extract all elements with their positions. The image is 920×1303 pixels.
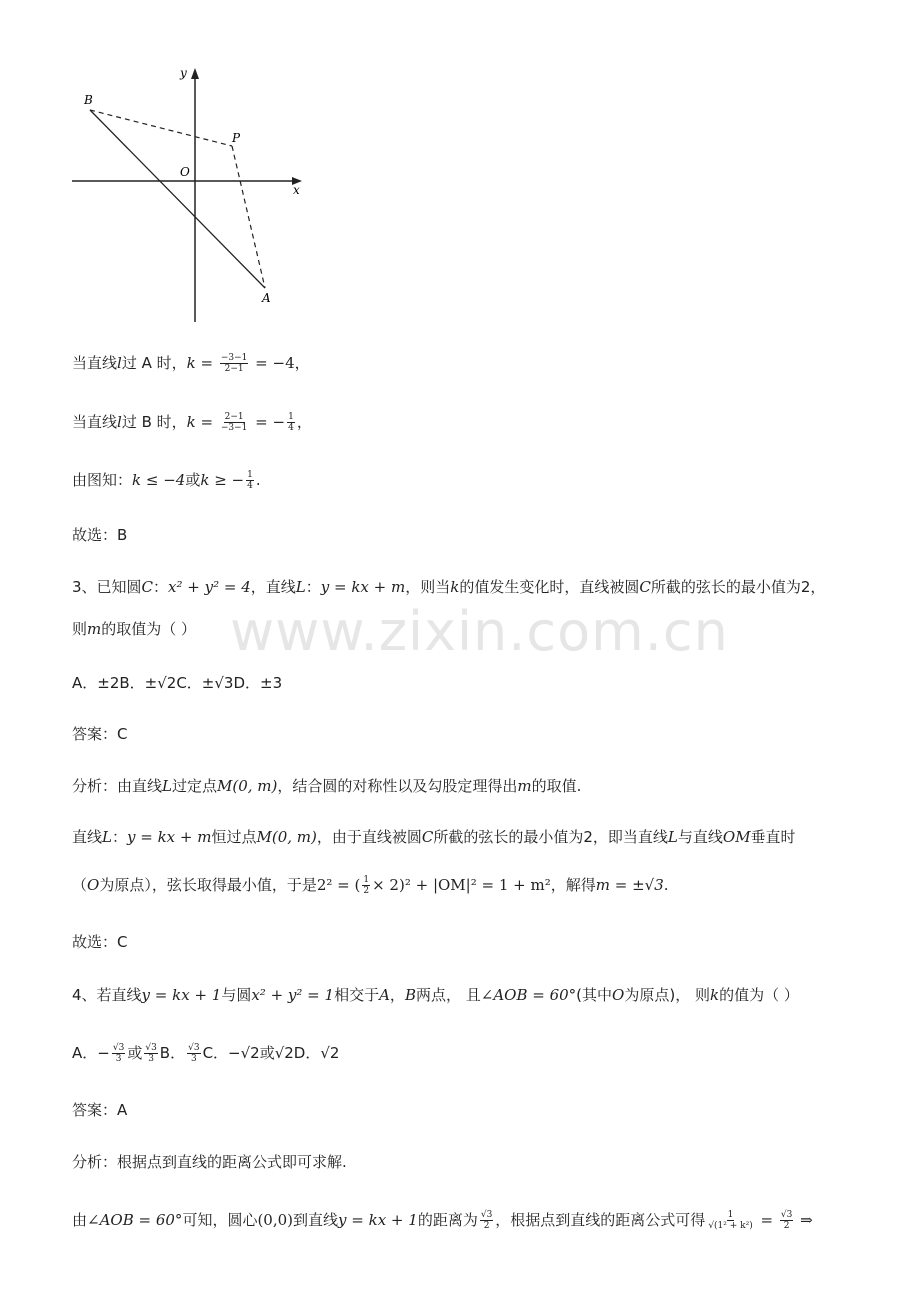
question-4-line-1: 4、若直线y = kx + 1与圆x² + y² = 1相交于A，B两点， 且∠AOB = 60°(其中O为原点)， 则k的值为（ ） (72, 986, 799, 1004)
question-3-solution-2: （O为原点），弦长取得最小值，于是2² = ( $\frac{1}{2}$ × 2)² + |OM|² = 1 + m²，解得m = ±√3. (72, 875, 669, 896)
dashed-bp (90, 110, 232, 146)
watermark: www.zixin.com.cn (230, 600, 729, 663)
label-o: O (180, 165, 190, 179)
solution-line-1: 当直线l过 A 时，k = $\frac{-3-1}{2-1}$ = −4， (72, 353, 310, 374)
label-y: y (180, 66, 187, 80)
label-b: B (84, 93, 93, 107)
question-4-answer: 答案：A (72, 1101, 128, 1119)
question-3-options: A．±2B．±√2C．±√3D．±3 (72, 674, 283, 692)
question-4-analysis: 分析：根据点到直线的距离公式即可求解. (72, 1153, 347, 1171)
selection-b: 故选：B (72, 526, 128, 544)
question-3-line-2: 则m的取值为（ ） (72, 620, 197, 638)
question-4-solution: 由∠AOB = 60°可知，圆心(0,0)到直线y = kx + 1的距离为 $\frac{√3}{2}$ ，根据点到直线的距离公式可得 $\frac{1}{\text{√(1² + k²)}}$ = $\frac{√3}{2}$ ⇒ (72, 1210, 813, 1231)
question-4-options: A．− $\frac{√3}{3}$ 或 $\frac{√3}{3}$ B． $\frac{√3}{3}$ C．−√2或√2D．√2 (72, 1043, 340, 1064)
label-a: A (262, 291, 271, 305)
label-x: x (293, 183, 300, 197)
question-3-solution-1: 直线L：y = kx + m恒过点M(0, m)，由于直线被圆C所截的弦长的最小值为2，即当直线L与直线OM垂直时 (72, 828, 796, 846)
dashed-pa (232, 146, 265, 288)
coordinate-figure (60, 60, 320, 340)
label-p: P (232, 131, 241, 145)
y-axis-arrow (191, 68, 199, 79)
solution-line-3: 由图知：k ≤ −4或k ≥ − $\frac{1}{4}$ . (72, 470, 261, 491)
solution-line-2: 当直线l过 B 时，k = $\frac{2-1}{-3-1}$ = − $\frac{1}{4}$ ， (72, 412, 312, 433)
question-3-analysis: 分析：由直线L过定点M(0, m)，结合圆的对称性以及勾股定理得出m的取值. (72, 777, 582, 795)
question-3-selection: 故选：C (72, 933, 128, 951)
question-3-line-1: 3、已知圆C：x² + y² = 4，直线L：y = kx + m，则当k的值发生变化时，直线被圆C所截的弦长的最小值为2， (72, 578, 826, 596)
question-3-answer: 答案：C (72, 725, 128, 743)
